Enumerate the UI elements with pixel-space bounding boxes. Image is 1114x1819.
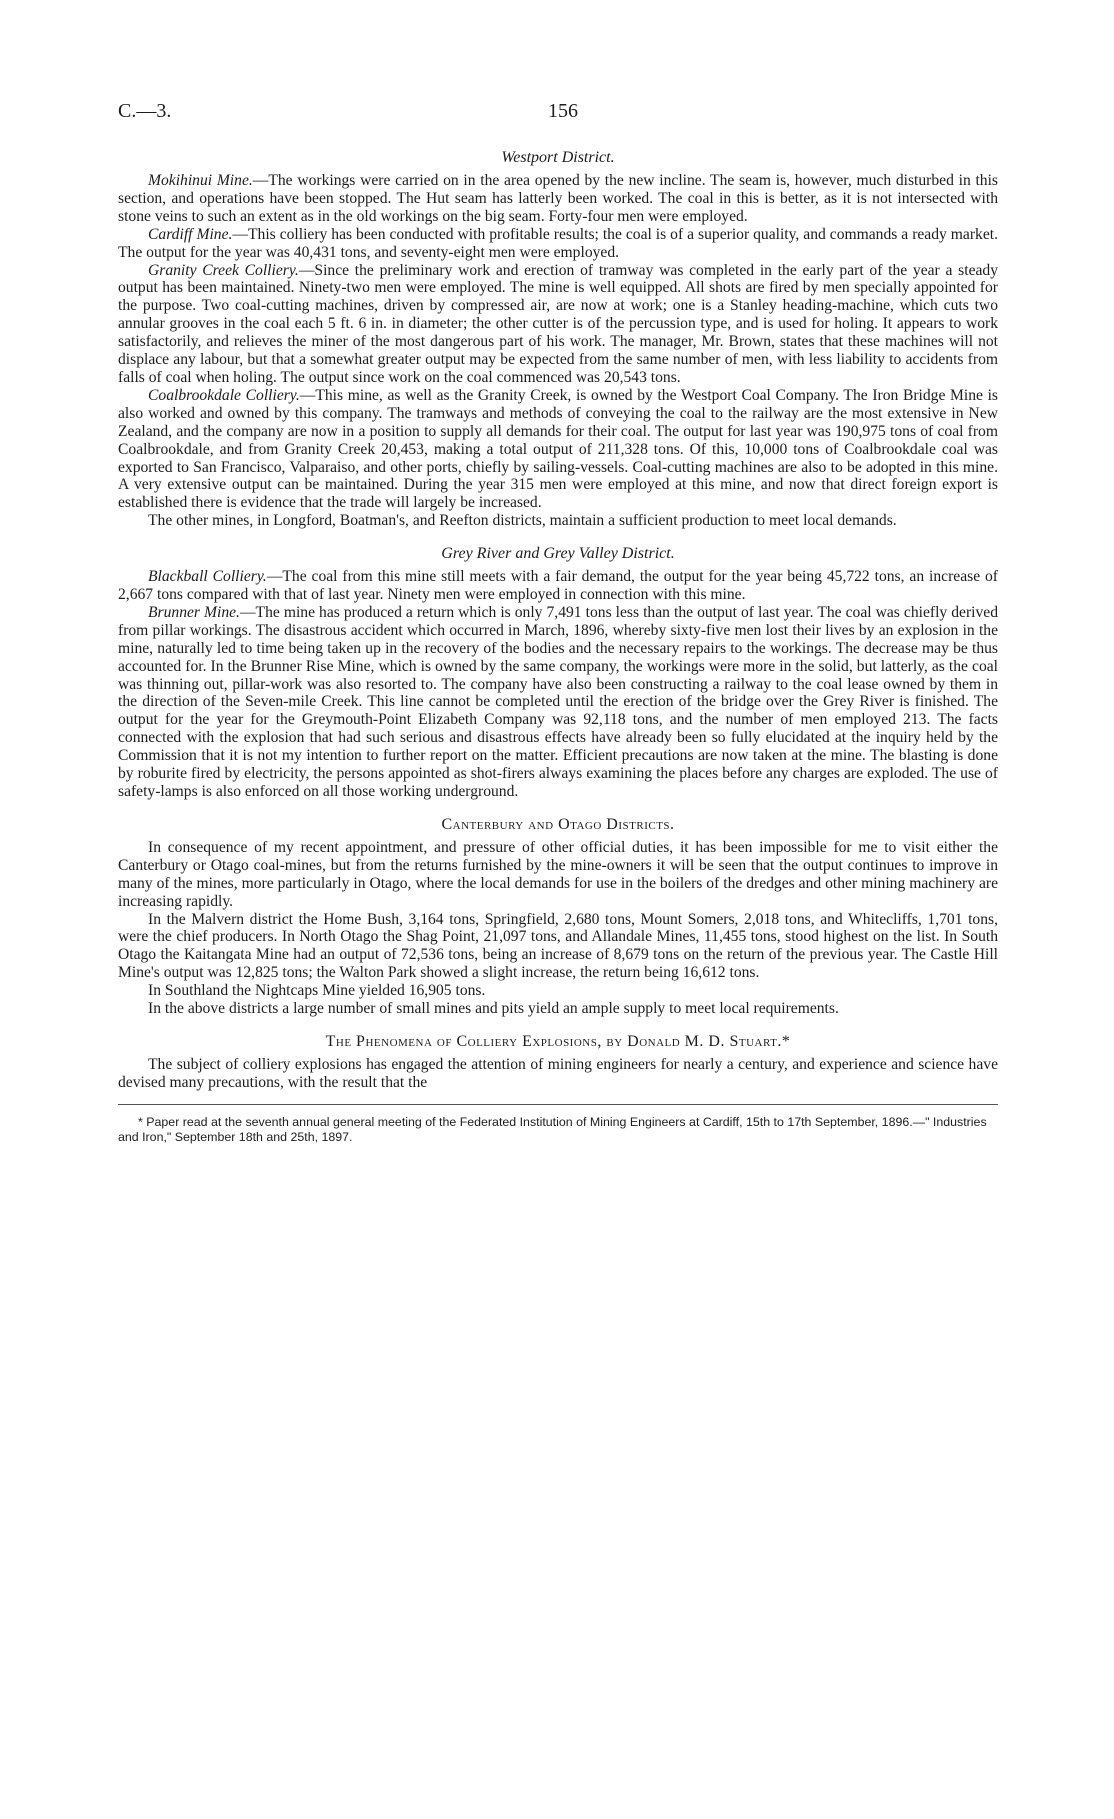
paragraph-text: —Since the preliminary work and erection of tramway was completed in the early part of the year a steady output has been maintained. Ninety-two men were employed. The mine is well equipped. All shots are fired by men specially appointed for the purpose. Two coal-cutting machines, driven by compressed air, are now at work; one is a Stanley heading-machine, which cuts two annular grooves in the coal each 5 ft. 6 in. in diameter; the other cutter is of the percussion type, and is used for holing. It appears to work satisfactorily, and relieves the miner of the most dangerous part of his work. The manager, Mr. Brown, states that these machines will not displace any labour, but that a somewhat greater output may be expected from the same number of men, with less liability to accidents from falls of coal when holing. The output since work on the coal commenced was 20,543 tons. — [118, 261, 999, 386]
paragraph-southland: In Southland the Nightcaps Mine yielded 16,905 tons. — [148, 982, 486, 1000]
paragraph-lead: Brunner Mine. — [148, 603, 240, 621]
paragraph-malvern: In the Malvern district the Home Bush, 3,164 tons, Springfield, 2,680 tons, Mount Somers, 2,018 tons, and Whitecliffs, 1,701 tons, were the chief producers. In North Otago the Shag Point, 21,097 tons, and Allandale Mines, 11,455 tons, stood highest on the list. In South Otago the Kaitangata Mine had an output of 72,536 tons, being an increase of 8,679 tons on the return of the previous year. The Castle Hill Mine's output was 12,825 tons; the Walton Park showed a slight increase, the return being 16,612 tons. — [118, 910, 998, 982]
paragraph-brunner — [118, 604, 998, 801]
paragraph-mokihinui — [118, 172, 998, 226]
paragraph-coalbrookdale — [118, 387, 998, 512]
paragraph-lead: Cardiff Mine. — [148, 225, 233, 243]
paragraph-canterbury-intro: In consequence of my recent appointment, and pressure of other official duties, it has been impossible for me to visit either the Canterbury or Otago coal-mines, but from the returns furnished by the mine-owners it will be seen that the output continues to improve in many of the mines, more particularly in Otago, where the local demands for use in the boilers of the dredges and other mining machinery are increasing rapidly. — [118, 838, 998, 910]
paragraph-lead: Coalbrookdale Colliery. — [148, 386, 300, 404]
footnote-divider — [118, 1104, 998, 1105]
section-title-phenomena: The Phenomena of Colliery Explosions, by Donald M. D. Stuart.* — [325, 1032, 791, 1050]
paragraph-cardiff — [118, 226, 998, 262]
paragraph-granity-creek — [118, 262, 998, 387]
page-number: 156 — [548, 100, 578, 122]
paragraph-text: —The mine has produced a return which is only 7,491 tons less than the output of last year. The coal was chiefly derived from pillar workings. The disastrous accident which occurred in March, 1896, whereby sixty-five men lost their lives by an explosion in the mine, naturally led to time being taken up in the recovery of the bodies and the necessary repairs to the workings. The decrease may be thus accounted for. In the Brunner Rise Mine, which is owned by the same company, the workings were more in the solid, but latterly, as the coal was thinning out, pillar-work was also resorted to. The company have also been constructing a railway to the coal lease owned by them in the direction of the Seven-mile Creek. This line cannot be completed until the erection of the bridge over the Grey River is finished. The output for the year for the Greymouth-Point Elizabeth Company was 92,118 tons, and the number of men employed 213. The facts connected with the explosion that had such serious and disastrous effects have already been so fully elucidated at the inquiry held by the Commission that it is not my intention to further report on the matter. Efficient precautions are now taken at the mine. The blasting is done by roburite fired by electricity, the persons appointed as shot-firers always examining the places before any charges are exploded. The use of safety-lamps is also enforced on all those working underground. — [118, 603, 998, 800]
paragraph-text: —The coal from this mine still meets with a fair demand, the output for the year being 45,722 tons, an increase of 2,667 tons compared with that of last year. Ninety men were employed in connection with this mine. — [118, 568, 998, 604]
paragraph-small-mines: In the above districts a large number of small mines and pits yield an ample supply to meet local requirements. — [148, 1000, 839, 1018]
paragraph-text: —This mine, as well as the Granity Creek, is owned by the Westport Coal Company. The Iron Bridge Mine is also worked and owned by this company. The tramways and methods of conveying the coal to the railway are the most extensive in New Zealand, and the company are now in a position to supply all demands for their coal. The output for last year was 190,975 tons of coal from Coalbrookdale, and from Granity Creek 20,453, making a total output of 211,328 tons. Of this, 10,000 tons of Coalbrookdale coal was exported to San Francisco, Valparaiso, and other ports, chiefly by sailing-vessels. Coal-cutting machines are also to be adopted in this mine. A very extensive output can be maintained. During the year 315 men were employed at this mine, and now that direct foreign export is established there is evidence that the trade will largely be increased. — [118, 386, 998, 512]
paragraph-lead: Blackball Colliery. — [148, 568, 267, 586]
paragraph-text: The other mines, in Longford, Boatman's, and Reefton districts, maintain a sufficient production to meet local demands. — [148, 512, 897, 530]
paragraph-explosions: The subject of colliery explosions has engaged the attention of mining engineers for nearly a century, and experience and science have devised many precautions, with the result that the — [118, 1055, 998, 1091]
paragraph-lead: Mokihinui Mine. — [148, 172, 253, 189]
paragraph-lead: Granity Creek Colliery. — [148, 261, 299, 279]
paragraph-other-mines — [118, 512, 998, 530]
page-header — [118, 100, 998, 130]
page-body — [118, 148, 998, 1145]
footnote: * Paper read at the seventh annual general meeting of the Federated Institution of Mining Engineers at Cardiff, 15th to 17th September, 1896.—" Industries and Iron," September 18th and 25th, 1897. — [118, 1114, 987, 1144]
paragraph-text: —This colliery has been conducted with profitable results; the coal is of a superior quality, and commands a ready market. The output for the year was 40,431 tons, and seventy-eight men were employed. — [118, 225, 998, 261]
section-title-canterbury-otago: Canterbury and Otago Districts. — [441, 815, 675, 833]
section-title-grey-river: Grey River and Grey Valley District. — [441, 545, 675, 563]
section-title-westport: Westport District. — [501, 149, 615, 166]
paragraph-blackball — [118, 568, 998, 604]
report-reference: C.—3. — [118, 100, 172, 122]
paragraph-text: —The workings were carried on in the area opened by the new incline. The seam is, however, much disturbed in this section, and operations have been stopped. The Hut seam has latterly been worked. The coal in this is better, as it is not intersected with stone veins to such an extent as in the old workings on the big seam. Forty-four men were employed. — [118, 172, 998, 225]
